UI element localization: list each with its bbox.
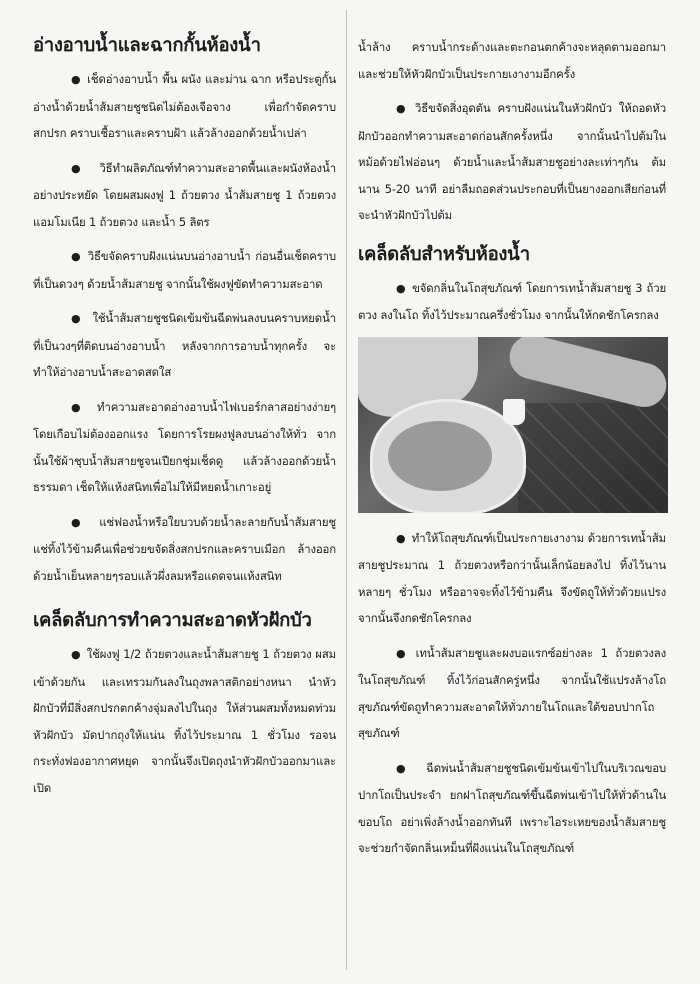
bullet-icon: ● (71, 250, 82, 263)
bullet-icon: ● (71, 73, 82, 86)
paragraph: ● วิธีขจัดคราบฝังแน่นบนอ่างอาบน้ำ ก่อนอื่นเช็ดคราบที่เป็นดวงๆ ด้วยน้ำส้มสายชู จากนั้นใช้ผงฟูขัดทำความสะอาด (33, 249, 336, 291)
paragraph: ● ทำความสะอาดอ่างอาบน้ำไฟเบอร์กลาสอย่างง่ายๆ โดยเกือบไม่ต้องออกแรง โดยการโรยผงฟูลงบนอ่างให้ทั่ว จากนั้นใช้ผ้าชุบน้ำส้มสายชูจนเปียกชุ่มเช็ดดู แล้วล้างออกด้วยน้ำธรรมดา เช็ดให้แห้งสนิทเพื่อไม่ให้มีหยดน้ำเกาะอยู่ (33, 399, 336, 494)
paragraph-continued: น้ำล้าง คราบน้ำกระด้างและตะกอนตกค้างจะหลุดตามออกมา และช่วยให้หัวฝักบัวเป็นประกายเงางามอีกครั้ง (358, 40, 666, 81)
bullet-icon: ● (71, 161, 94, 175)
section-title-showerhead: เคล็ดลับการทำความสะอาดหัวฝักบัว (33, 610, 312, 631)
section-title-bathroom: เคล็ดลับสำหรับห้องน้ำ (358, 243, 530, 265)
paragraph: ● แช่ฟองน้ำหรือใยบวบด้วยน้ำละลายกับน้ำส้มสายชู แช่ทิ้งไว้ข้ามคืนเพื่อช่วยขจัดสิ่งสกปรกและคราบเมือก ล้างออกด้วยน้ำเย็นหลายๆรอบแล้วผึ่งลมหรือแดดจนแห้งสนิท (33, 514, 336, 583)
paragraph: ● ฉีดพ่นน้ำส้มสายชูชนิดเข้มข้นเข้าไปในบริเวณขอบปากโถเป็นประจำ ยกฝาโถสุขภัณฑ์ขึ้นฉีดพ่นเข้าไปให้ทั่วด้านในขอบโถ อย่าเพิ่งล้างน้ำออกทันที เพราะไอระเหยของน้ำส้มสายชูจะช่วยกำจัดกลิ่นเหม็นที่ฝังแน่นในโถสุขภัณฑ์ (358, 760, 666, 855)
bullet-icon: ● (71, 400, 91, 414)
left-column (33, 34, 336, 809)
bullet-icon: ● (71, 312, 87, 325)
paragraph: ● ทำให้โถสุขภัณฑ์เป็นประกายเงางาม ด้วยการเทน้ำส้มสายชูประมาณ 1 ถ้วยตวงหรือกว่านั้นเล็กน้อยลงไป ทิ้งไว้นานหลายๆ ชั่วโมง หรืออาจจะทิ้งไว้ข้ามคืน จึงขัดถูให้ทั่วด้วยแปรง จากนั้นจึงกดชักโครกลง (358, 530, 666, 625)
photo-cup (503, 399, 525, 425)
paragraph: ● ใช้ผงฟู 1/2 ถ้วยตวงและน้ำส้มสายชู 1 ถ้วยตวง ผสมเข้าด้วยกัน และเทรวมกันลงในถุงพลาสติกอย่างหนา นำหัวฝักบัวที่มีสิ่งสกปรกตกค้างจุ่มลงไปในถุง ให้ส่วนผสมทั้งหมดท่วมหัวฝักบัว มัดปากถุงให้แน่น ทิ้งไว้ประมาณ 1 ชั่วโมง รอจนกระทั่งฟองอากาศหยุด จากนั้นจึงเปิดถุงนำหัวฝักบัวออกมาและเปิด (33, 647, 336, 795)
bullet-icon: ● (71, 648, 81, 661)
paragraph: ● ขจัดกลิ่นในโถสุขภัณฑ์ โดยการเทน้ำส้มสายชู 3 ถ้วยตวง ลงในโถ ทิ้งไว้ประมาณครึ่งชั่วโมง จากนั้นให้กดชักโครกลง (358, 280, 666, 322)
right-column (358, 34, 666, 870)
paragraph: ● ใช้น้ำส้มสายชูชนิดเข้มข้นฉีดพ่นลงบนคราบหยดน้ำที่เป็นวงๆที่ติดบนอ่างอาบน้ำ หลังจากการอาบน้ำทุกครั้ง จะทำให้อ่างอาบน้ำสะอาดสดใส (33, 311, 336, 379)
bullet-icon: ● (396, 761, 421, 775)
photo-floor-tiles (518, 403, 668, 513)
paragraph: ● เช็ดอ่างอาบน้ำ พื้น ผนัง และม่าน ฉาก หรือประตูกั้นอ่างน้ำด้วยน้ำส้มสายชูชนิดไม่ต้องเจือจาง เพื่อกำจัดคราบสกปรก คราบเชื้อราและคราบฝ้า แล้วล้างออกด้วยน้ำเปล่า (33, 72, 337, 140)
section-title-bathtub: อ่างอาบน้ำและฉากกั้นห้องน้ำ (33, 35, 261, 56)
column-divider (346, 10, 347, 970)
photo-arm (505, 337, 668, 412)
bullet-icon: ● (396, 531, 406, 545)
bullet-icon: ● (71, 515, 94, 529)
bullet-icon: ● (396, 102, 409, 115)
paragraph: ● วิธีขจัดสิ่งอุดตัน คราบฝังแน่นในหัวฝักบัว ให้ถอดหัวฝักบัวออกทำความสะอาดก่อนสักครั้งหนึ่ง จากนั้นนำไปต้มในหม้อด้วยไฟอ่อนๆ ด้วยน้ำและน้ำส้มสายชูอย่างละเท่าๆกัน ต้มนาน 5-20 นาที อย่าลืมถอดส่วนประกอบที่เป็นยางออกเสียก่อนที่จะนำหัวฝักบัวไปต้ม (358, 101, 666, 222)
photo-toilet-water (388, 421, 492, 491)
paragraph: ● เทน้ำส้มสายชูและผงบอแรกซ์อย่างละ 1 ถ้วยตวงลงในโถสุขภัณฑ์ ทิ้งไว้ก่อนสักครู่หนึ่ง จากนั้นใช้แปรงล้างโถสุขภัณฑ์ขัดถูทำความสะอาดให้ทั่วภายในโถและใต้ขอบปากโถสุขภัณฑ์ (358, 645, 667, 740)
paragraph: ● วิธีทำผลิตภัณฑ์ทำความสะอาดพื้นและผนังห้องน้ำอย่างประหยัด โดยผสมผงฟู 1 ถ้วยตวง น้ำส้มสายชู 1 ถ้วยตวง แอมโมเนีย 1 ถ้วยตวง และน้ำ 5 ลิตร (33, 160, 336, 229)
toilet-photo (358, 337, 668, 513)
bullet-icon: ● (396, 646, 410, 660)
bullet-icon: ● (396, 281, 407, 295)
